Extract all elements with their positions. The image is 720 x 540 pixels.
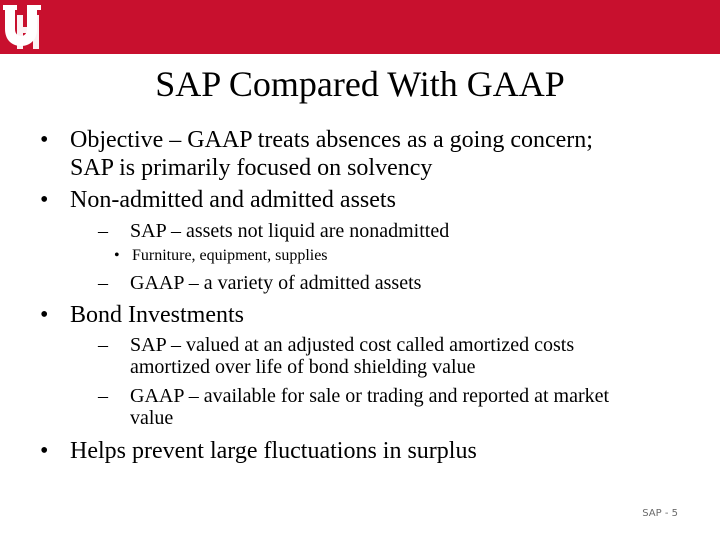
subbullet-text: GAAP – a variety of admitted assets <box>130 272 422 294</box>
bullet-text: Non-admitted and admitted assets <box>70 187 396 213</box>
dash-icon: – <box>98 220 108 242</box>
bullet-text: Objective – GAAP treats absences as a going concern; <box>70 127 593 153</box>
bullet-text: Bond Investments <box>70 302 244 328</box>
dash-icon: – <box>98 272 108 294</box>
uh-logo-icon <box>3 3 47 51</box>
bullet-icon: • <box>40 187 49 213</box>
dash-icon: – <box>98 334 108 356</box>
bullet-icon: • <box>40 302 49 328</box>
dash-icon: – <box>98 385 108 407</box>
bullet-icon: • <box>40 438 49 464</box>
subbullet-text: amortized over life of bond shielding value <box>130 356 476 378</box>
subbullet-text: SAP – assets not liquid are nonadmitted <box>130 220 450 242</box>
bullet-icon: • <box>114 247 120 264</box>
subsubbullet-text: Furniture, equipment, supplies <box>132 247 328 264</box>
bullet-icon: • <box>40 127 49 153</box>
bullet-text: Helps prevent large fluctuations in surplus <box>70 438 477 464</box>
slide-title: SAP Compared With GAAP <box>155 64 565 104</box>
subbullet-text: GAAP – available for sale or trading and reported at market <box>130 385 610 407</box>
bullet-text: SAP is primarily focused on solvency <box>70 155 433 181</box>
header-bar <box>0 0 720 54</box>
page-number: SAP - 5 <box>642 508 678 519</box>
subbullet-text: SAP – valued at an adjusted cost called amortized costs <box>130 334 575 356</box>
subbullet-text: value <box>130 407 174 429</box>
